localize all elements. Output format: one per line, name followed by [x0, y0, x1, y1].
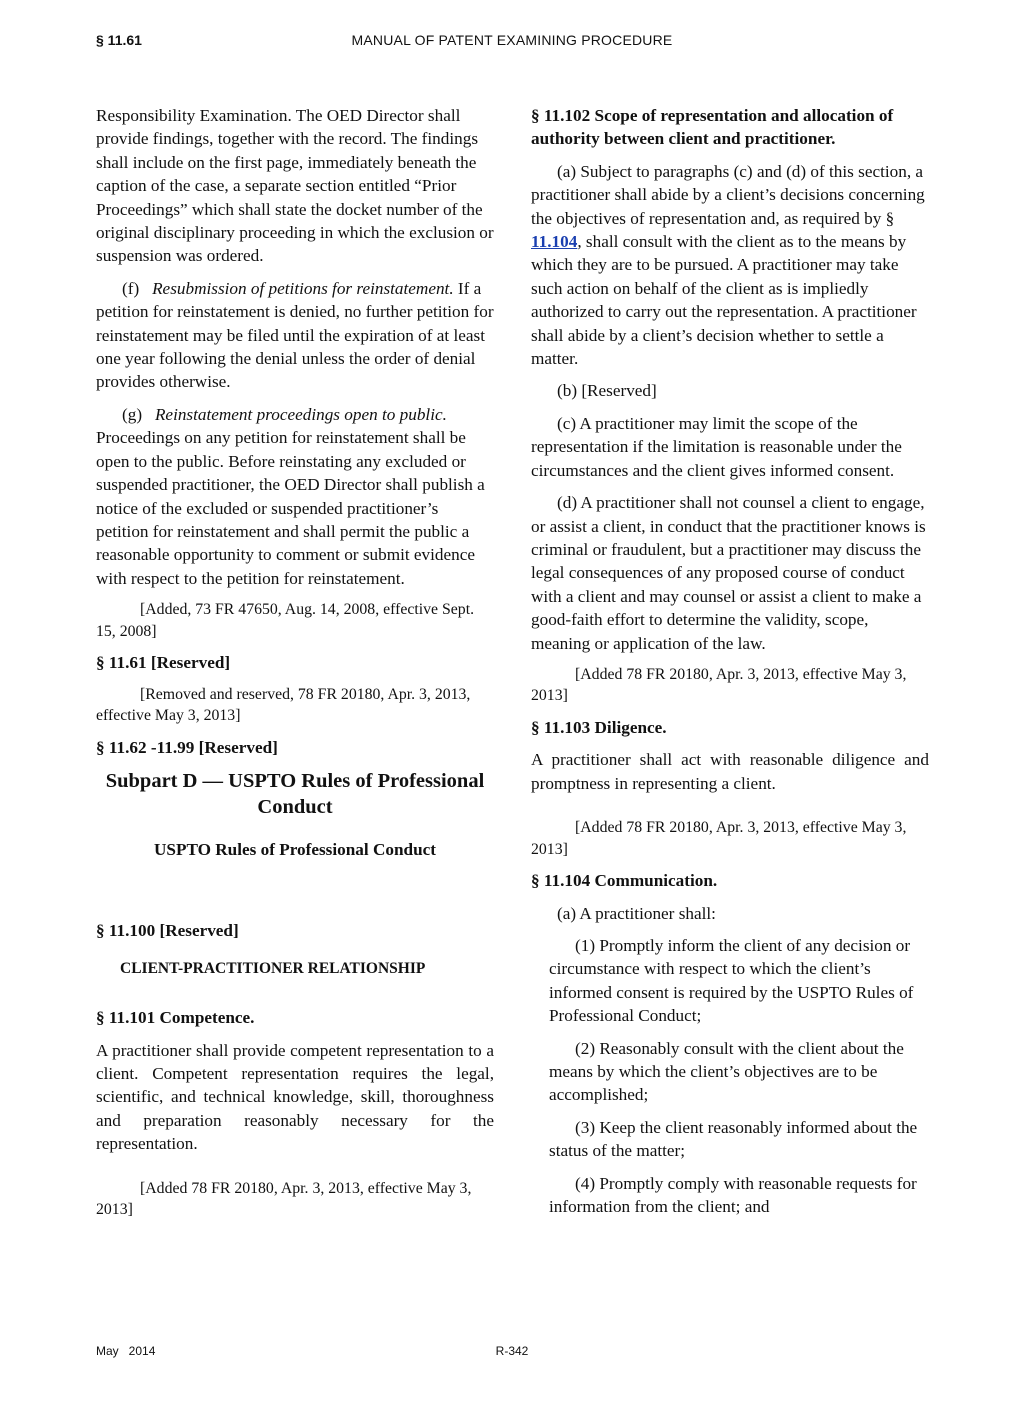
left-column — [96, 104, 494, 1230]
section-heading-11-103: § 11.103 Diligence. — [531, 717, 667, 737]
header-title: MANUAL OF PATENT EXAMINING PROCEDURE — [351, 32, 673, 48]
rules-heading: USPTO Rules of Professional Conduct — [153, 839, 437, 859]
section-heading-11-100: § 11.100 [Reserved] — [96, 921, 239, 941]
paragraph-102-b: (b) [Reserved] — [557, 381, 657, 401]
section-heading-11-61: § 11.61 [Reserved] — [96, 653, 231, 673]
paragraph-exam-findings: Responsibility Examination. The OED Director shall provide findings, together with the record. The findings shall include on the first page, immediately beneath the caption of the case, a separate section entitled “Prior Proceedings” which shall state the docket number of the original disciplinary proceeding in which the exclusion or suspension was ordered. — [96, 106, 494, 266]
list-item-104-a-2: (2) Reasonably consult with the client about the means by which the client’s objectives are to be accomplished; — [549, 1038, 904, 1105]
paragraph-102-a — [531, 160, 929, 371]
link-11-104[interactable]: 11.104 — [531, 232, 578, 252]
list-item-104-a-3: (3) Keep the client reasonably informed about the status of the matter; — [549, 1117, 918, 1161]
paragraph-g-text: Proceedings on any petition for reinstatement shall be open to the public. Before reinstating any excluded or suspended practitioner, the OED Director shall publish a notice of the excluded or suspended practitioner’s petition for reinstatement and shall permit the public a reasonable opportunity to comment or submit evidence with respect to the petition for reinstatement. — [96, 428, 485, 588]
footer-date: May 2014 — [96, 1344, 156, 1358]
paragraph-f-label: (f) — [122, 278, 140, 298]
paragraph-diligence: A practitioner shall act with reasonable diligence and promptness in representing a client. — [531, 750, 929, 793]
paragraph-competence: A practitioner shall provide competent representation to a client. Competent representation requires the legal, scientific, and technical knowledge, skill, thoroughness and preparation reasonably necessary for the representation. — [96, 1040, 494, 1154]
history-note-11-60: [Added, 73 FR 47650, Aug. 14, 2008, effective Sept. 15, 2008] — [96, 601, 475, 640]
header-section-number: § 11.61 — [96, 32, 142, 48]
paragraph-102-d: (d) A practitioner shall not counsel a client to engage, or assist a client, in conduct that the practitioner knows is criminal or fraudulent, but a practitioner may discuss the legal consequences of any proposed course of conduct with a client and may counsel or assist a client to make a good-faith effort to determine the validity, scope, meaning or application of the law. — [531, 493, 926, 653]
list-item-104-a-1: (1) Promptly inform the client of any decision or circumstance with respect to which the client’s informed consent is required by the USPTO Rules of Professional Conduct; — [549, 935, 914, 1026]
section-heading-11-62-11-99: § 11.62 -11.99 [Reserved] — [96, 737, 278, 757]
paragraph-g — [96, 403, 494, 590]
page-header — [96, 32, 928, 52]
section-heading-11-102: § 11.102 Scope of representation and allocation of authority between client and practitioner. — [531, 106, 894, 149]
list-item-104-a-4: (4) Promptly comply with reasonable requests for information from the client; and — [549, 1173, 917, 1217]
right-column — [531, 104, 929, 1227]
history-note-11-61: [Removed and reserved, 78 FR 20180, Apr. 3, 2013, effective May 3, 2013] — [96, 685, 471, 725]
history-note-11-103: [Added 78 FR 20180, Apr. 3, 2013, effective May 3, 2013] — [531, 819, 907, 858]
section-heading-11-101: § 11.101 Competence. — [96, 1008, 255, 1028]
paragraph-f-title: Resubmission of petitions for reinstatement. — [152, 278, 454, 298]
section-heading-11-104: § 11.104 Communication. — [531, 871, 718, 891]
paragraph-f-text: If a petition for reinstatement is denied, no further petition for reinstatement may be filed until the expiration of at least one year following the denial unless the order of denial provides otherwise. — [96, 278, 494, 392]
paragraph-f — [96, 277, 494, 394]
paragraph-102-c: (c) A practitioner may limit the scope of the representation if the limitation is reasonable under the circumstances and the client gives informed consent. — [531, 413, 902, 480]
history-note-11-102: [Added 78 FR 20180, Apr. 3, 2013, effective May 3, 2013] — [531, 665, 907, 705]
client-practitioner-heading: CLIENT-PRACTITIONER RELATIONSHIP — [120, 959, 426, 977]
paragraph-102-a-post: , shall consult with the client as to the means by which they are to be pursued. A practitioner may take such action on behalf of the client as is impliedly authorized to carry out the representation. A practitioner shall abide by a client’s decision whether to settle a matter. — [531, 232, 917, 369]
paragraph-102-a-pre: (a) Subject to paragraphs (c) and (d) of this section, a practitioner shall abide by a client’s decisions concerning the objectives of representation and, as required by § — [531, 161, 925, 228]
history-note-11-101: [Added 78 FR 20180, Apr. 3, 2013, effective May 3, 2013] — [96, 1179, 472, 1219]
paragraph-g-title: Reinstatement proceedings open to public. — [154, 404, 447, 424]
subpart-d-heading: Subpart D — USPTO Rules of Professional Conduct — [105, 769, 485, 818]
paragraph-104-a: (a) A practitioner shall: — [557, 903, 716, 923]
footer-page-number: R-342 — [495, 1344, 529, 1358]
paragraph-g-label: (g) — [122, 404, 143, 424]
